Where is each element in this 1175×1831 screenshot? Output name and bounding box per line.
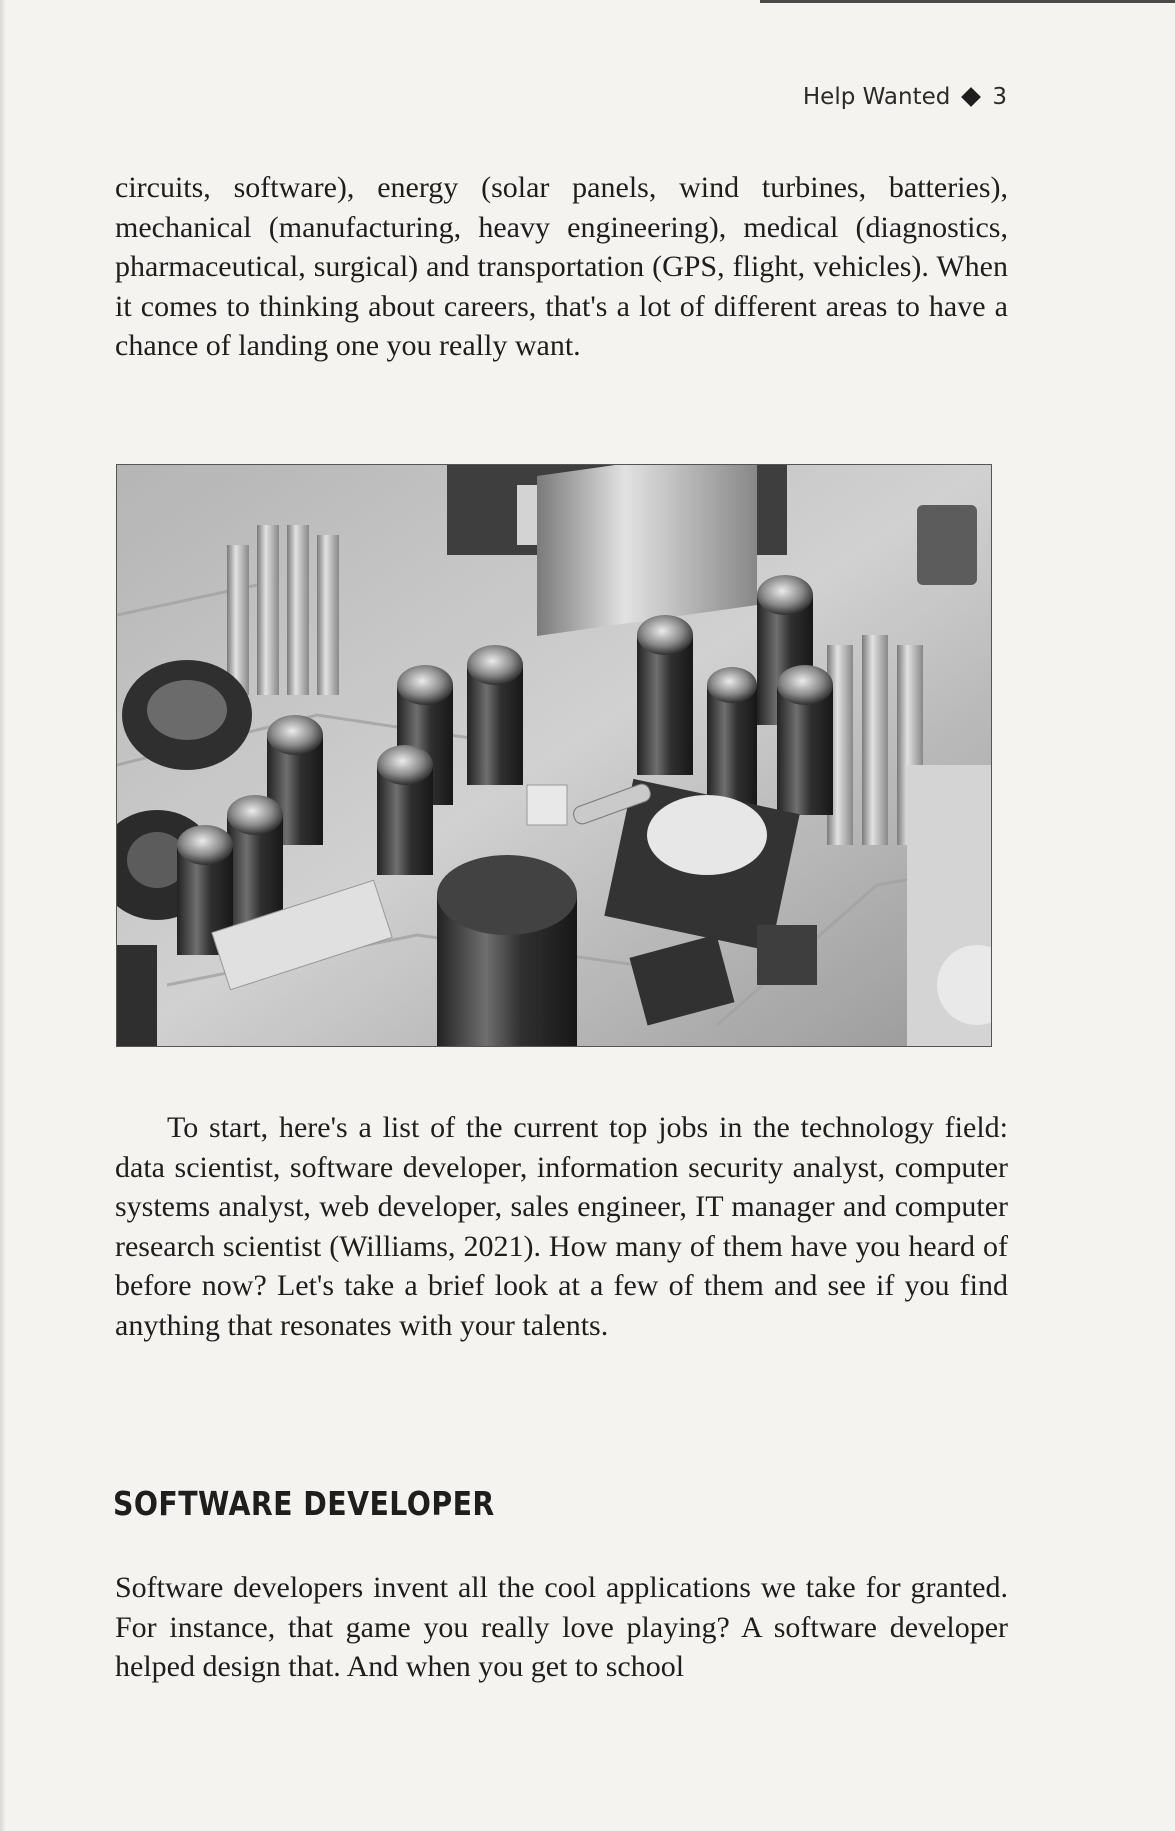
page-top-edge <box>760 0 1175 3</box>
paragraph-software-developer: Software developers invent all the cool applications we take for granted. For instance, that game you really love playing? A software developer helped design that. And when you get to school <box>115 1571 1008 1683</box>
chapter-title: Help Wanted <box>802 84 951 110</box>
section-heading: SOFTWARE DEVELOPER <box>113 1484 495 1523</box>
page-gutter-shadow <box>0 0 6 1831</box>
running-header <box>803 84 1007 110</box>
paragraph-top-jobs <box>115 1108 1008 1345</box>
diamond-icon <box>961 87 981 107</box>
paragraph-intro-continued: circuits, software), energy (solar panels, wind turbines, batteries), mechanical (manufacturing, heavy engineering), medical (diagnostics, pharmaceutical, surgical) and transportation (GPS, flight, vehicles). When it comes to thinking about careers, that's a lot of different areas to have a chance of landing one you really want. <box>115 171 1008 362</box>
circuit-board-photo <box>116 464 992 1047</box>
paragraph-top-jobs-text: To start, here's a list of the current top jobs in the technology field: data scientist, software developer, information security analyst, computer systems analyst, web developer, sales engineer, IT manager and computer research scientist (Williams, 2021). How many of them have you heard of before now? Let's take a brief look at a few of them and see if you find anything that resonates with your talents. <box>115 1111 1008 1342</box>
page-number: 3 <box>992 84 1007 110</box>
